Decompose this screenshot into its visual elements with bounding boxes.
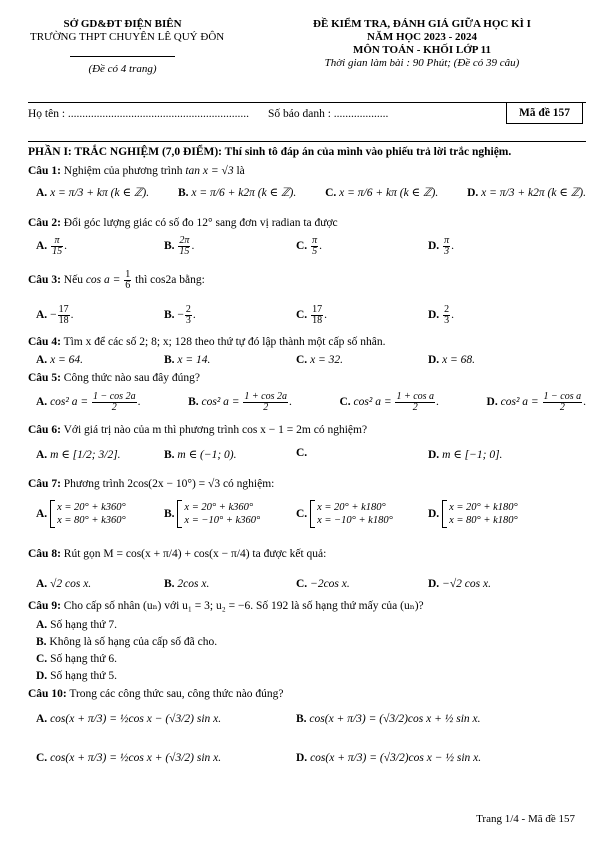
- question-6: Câu 6: Với giá trị nào của m thì phương trình cos x − 1 = 2m có nghiệm?: [28, 424, 368, 436]
- question-10: Câu 10: Trong các công thức sau, công thức nào đúng?: [28, 688, 284, 700]
- q8-option-b[interactable]: B. 2cos x.: [164, 578, 210, 590]
- q10-option-b[interactable]: B. cos(x + π/3) = (√3/2)cos x + ½ sin x.: [296, 713, 481, 725]
- q10-option-d[interactable]: D. cos(x + π/3) = (√3/2)cos x − ½ sin x.: [296, 752, 482, 764]
- page-footer: Trang 1/4 - Mã đề 157: [476, 813, 575, 825]
- q9-option-d[interactable]: D. Số hạng thứ 5.: [36, 670, 117, 682]
- q4-option-c[interactable]: C. x = 32.: [296, 354, 344, 366]
- q4-option-d[interactable]: D. x = 68.: [428, 354, 476, 366]
- q3-option-c[interactable]: C. $\frac{17}{18}$ .: [296, 304, 327, 326]
- q2-option-a[interactable]: A. $\frac{\pi}{15}$ .: [36, 235, 67, 257]
- q7-option-d[interactable]: D. x = 20° + k180° x = 80° + k180°: [428, 502, 518, 526]
- top-rule: [28, 102, 586, 103]
- question-7: Câu 7: Phương trình 2cos(2x − 10°) = √3 có nghiệm:: [28, 478, 275, 490]
- q7-option-a[interactable]: A. x = 20° + k360° x = 80° + k360°: [36, 502, 126, 526]
- question-4: Câu 4: Tìm x để các số 2; 8; x; 128 theo thứ tự đó lập thành một cấp số nhân.: [28, 336, 386, 348]
- q1-option-a[interactable]: A. x = π/3 + kπ (k ∈ ℤ).: [36, 187, 150, 199]
- q6-option-c[interactable]: C.: [296, 447, 308, 459]
- question-2: Câu 2: Đổi góc lượng giác có số đo 12° sang đơn vị radian ta được: [28, 217, 338, 229]
- school-year: NĂM HỌC 2023 - 2024: [367, 31, 477, 43]
- q6-option-b[interactable]: B. m ∈ (−1; 0).: [164, 449, 237, 461]
- q1-option-b[interactable]: B. x = π/6 + k2π (k ∈ ℤ).: [178, 187, 297, 199]
- q1-option-c[interactable]: C. x = π/6 + kπ (k ∈ ℤ).: [325, 187, 439, 199]
- q4-option-b[interactable]: B. x = 14.: [164, 354, 211, 366]
- q4-option-a[interactable]: A. x = 64.: [36, 354, 84, 366]
- q5-option-b[interactable]: B. cos² a = $\frac{1 + \cos 2a}{2}$ .: [188, 391, 292, 413]
- q6-option-d[interactable]: D. m ∈ [−1; 0].: [428, 449, 503, 461]
- school-name: TRƯỜNG THPT CHUYÊN LÊ QUÝ ĐÔN: [30, 31, 225, 43]
- q8-option-d[interactable]: D. −√2 cos x.: [428, 578, 491, 590]
- q5-option-d[interactable]: D. cos² a = $\frac{\text{1 − cos a}}{2}$ .: [486, 391, 586, 413]
- q7-option-b[interactable]: B. x = 20° + k360° x = −10° + k360°: [164, 502, 261, 526]
- q2-option-b[interactable]: B. $\frac{2\pi}{15}$ .: [164, 235, 195, 257]
- q9-option-c[interactable]: C. Số hạng thứ 6.: [36, 653, 117, 665]
- time-note: Thời gian làm bài : 90 Phút; (Đề có 39 câu): [324, 57, 520, 69]
- question-9: Câu 9: Cho cấp số nhân (uₙ) với u₁ = 3; u₂ = −6. Số 192 là số hạng thứ mấy của (uₙ)?: [28, 600, 424, 612]
- q5-option-a[interactable]: A. cos² a = $\frac{1 - \cos 2a}{2}$ .: [36, 391, 141, 413]
- q6-option-a[interactable]: A. m ∈ [1/2; 3/2].: [36, 449, 121, 461]
- question-1: Câu 1: Nghiệm của phương trình tan x = √3 là: [28, 165, 245, 177]
- id-field: Số báo danh : ...................: [268, 108, 389, 120]
- section-rule: [28, 141, 586, 142]
- exam-code-box: Mã đề 157: [506, 102, 583, 124]
- q10-option-a[interactable]: A. cos(x + π/3) = ½cos x − (√3/2) sin x.: [36, 713, 222, 725]
- question-8: Câu 8: Rút gọn M = cos(x + π/4) + cos(x − π/4) ta được kết quả:: [28, 548, 327, 560]
- q8-option-c[interactable]: C. −2cos x.: [296, 578, 350, 590]
- q3-option-b[interactable]: B. − $\frac{2}{3}$ .: [164, 304, 196, 326]
- q7-option-c[interactable]: C. x = 20° + k180° x = −10° + k180°: [296, 502, 393, 526]
- subject: MÔN TOÁN - KHỐI LỚP 11: [352, 44, 492, 56]
- pages-note: (Đề có 4 trang): [88, 63, 157, 75]
- q3-option-d[interactable]: D. $\frac{2}{3}$ .: [428, 304, 454, 326]
- question-5-options: [36, 392, 586, 413]
- department-name: SỞ GD&ĐT ĐIỆN BIÊN: [63, 18, 182, 30]
- exam-title: ĐỀ KIỂM TRA, ĐÁNH GIÁ GIỮA HỌC KÌ I: [313, 18, 531, 30]
- q9-option-b[interactable]: B. Không là số hạng của cấp số đã cho.: [36, 636, 218, 648]
- q3-option-a[interactable]: A. − $\frac{17}{18}$ .: [36, 304, 74, 326]
- q10-option-c[interactable]: C. cos(x + π/3) = ½cos x + (√3/2) sin x.: [36, 752, 222, 764]
- section-heading: PHẦN I: TRẮC NGHIỆM (7,0 ĐIỂM): Thí sinh tô đáp án của mình vào phiếu trả lời trắc nghiệm.: [28, 146, 512, 158]
- header-divider: [70, 56, 175, 57]
- question-5: Câu 5: Công thức nào sau đây đúng?: [28, 372, 201, 384]
- q2-option-c[interactable]: C. $\frac{\pi}{5}$ .: [296, 235, 322, 257]
- q8-option-a[interactable]: A. √2 cos x.: [36, 578, 92, 590]
- q1-option-d[interactable]: D. x = π/3 + k2π (k ∈ ℤ).: [467, 187, 586, 199]
- question-3: Câu 3: Nếu cos a = $\frac{1}{6}$ thì cos2a bằng:: [28, 269, 205, 291]
- q9-option-a[interactable]: A. Số hạng thứ 7.: [36, 619, 117, 631]
- name-field: Họ tên : ...............................................................: [28, 108, 250, 120]
- q5-option-c[interactable]: C. cos² a = $\frac{\text{1 + cos a}}{2}$ .: [339, 391, 439, 413]
- question-1-options: [36, 185, 586, 199]
- q2-option-d[interactable]: D. $\frac{\pi}{3}$ .: [428, 235, 454, 257]
